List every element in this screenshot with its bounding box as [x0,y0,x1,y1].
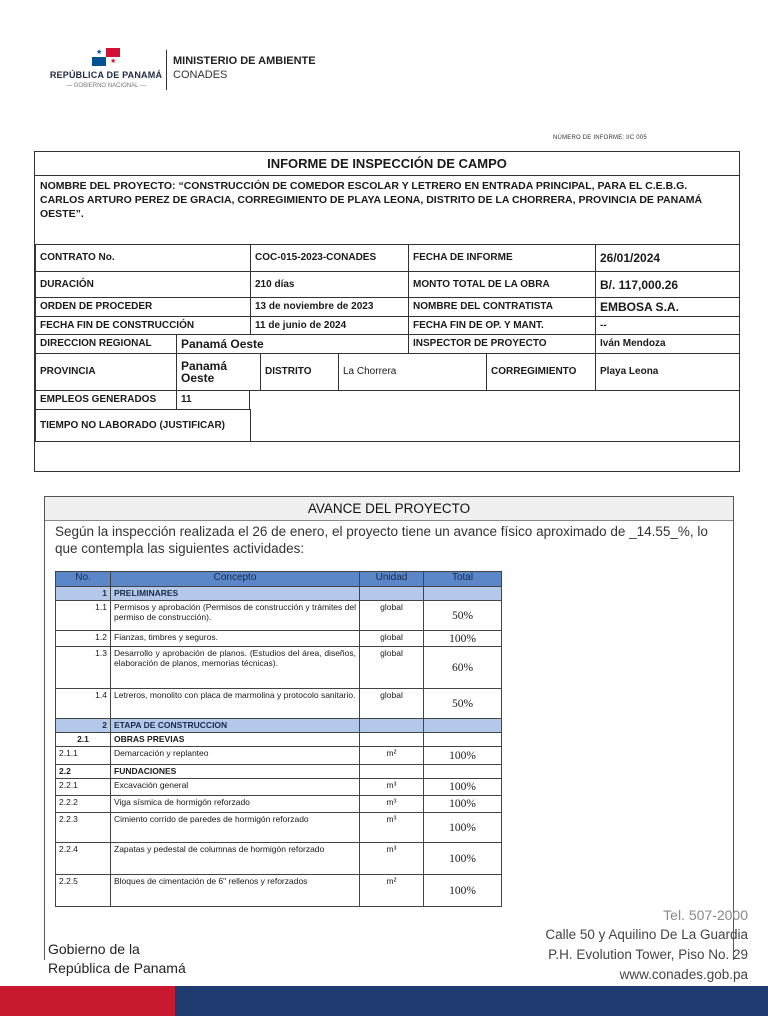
footer-web[interactable]: www.conades.gob.pa [619,967,748,982]
panama-flag-icon: ★ ★ [92,48,120,66]
contratista-value: EMBOSA S.A. [595,297,740,317]
row-unidad [360,733,424,747]
activities-table [55,571,502,907]
footer-addr2: P.H. Evolution Tower, Piso No. 29 [548,947,748,962]
provincia-label: PROVINCIA [35,353,177,391]
row-concepto: Desarrollo y aprobación de planos. (Estudios del área, diseños, elaboración de planos, memorias técnicas). [111,647,360,689]
row-concepto: Cimiento corrido de paredes de hormigón reforzado [111,813,360,843]
row-unidad: global [360,601,424,631]
ministerio-label: MINISTERIO DE AMBIENTE [173,55,316,67]
row-unidad: m² [360,747,424,765]
footer-addr1: Calle 50 y Aquilino De La Guardia [545,927,748,942]
row-total [424,765,502,779]
row-number: 2.2.1 [56,779,111,796]
table-section-row [56,587,502,601]
row-concepto: Demarcación y replanteo [111,747,360,765]
table-row [56,796,502,813]
fecha-informe-label: FECHA DE INFORME [408,244,596,272]
table-row [56,875,502,907]
table-row [56,813,502,843]
row-concepto: Excavación general [111,779,360,796]
direccion-label: DIRECCION REGIONAL [35,334,177,354]
tiempo-no-laborado-label: TIEMPO NO LABORADO (JUSTIFICAR) [35,409,251,442]
footer-gobierno [48,940,186,978]
row-total [424,587,502,601]
table-header-row [56,572,502,587]
row-unidad: global [360,647,424,689]
footer-tel: Tel. 507-2000 [663,907,748,923]
empleos-label: EMPLEOS GENERADOS [35,390,177,410]
row-number: 2.2.2 [56,796,111,813]
row-number: 2.1 [56,733,111,747]
header-unidad: Unidad [360,572,424,587]
table-row [56,631,502,647]
header-total: Total [424,572,502,587]
row-number: 2 [56,719,111,733]
header-concepto: Concepto [111,572,360,587]
fin-op-value: -- [595,316,740,335]
row-total: 100% [424,779,502,796]
row-total: 100% [424,796,502,813]
row-concepto: Zapatas y pedestal de columnas de hormigón reforzado [111,843,360,875]
row-total [424,733,502,747]
row-unidad: m³ [360,843,424,875]
numero-informe: NÚMERO DE INFORME: IIC 005 [553,135,647,141]
footer-address [545,905,748,985]
table-row [56,647,502,689]
fecha-informe-value: 26/01/2024 [595,244,740,272]
monto-value: B/. 117,000.26 [595,271,740,298]
footer-gobierno-line2: República de Panamá [48,960,186,976]
row-total [424,719,502,733]
informe-box [34,151,740,472]
row-concepto: Bloques de cimentación de 6" rellenos y reforzados [111,875,360,907]
footer-bar-blue [175,986,768,1016]
row-concepto: Permisos y aprobación (Permisos de construcción y trámites del permiso de construcción). [111,601,360,631]
table-subsection-row [56,765,502,779]
empleos-value: 11 [176,390,250,410]
row-concepto: Viga sísmica de hormigón reforzado [111,796,360,813]
row-unidad [360,719,424,733]
row-concepto: Letreros, monolito con placa de marmolina y protocolo sanitario. [111,689,360,719]
contrato-label: CONTRATO No. [35,244,251,272]
fin-construccion-label: FECHA FIN DE CONSTRUCCIÓN [35,316,251,335]
table-row [56,689,502,719]
activities-table-body [56,587,502,907]
distrito-value: La Chorrera [338,353,487,391]
row-number: 1.1 [56,601,111,631]
row-total: 100% [424,875,502,907]
row-concepto: FUNDACIONES [111,765,360,779]
government-logo [48,48,164,89]
footer-bar-red [0,986,175,1016]
corregimiento-value: Playa Leona [595,353,740,391]
fin-construccion-value: 11 de junio de 2024 [250,316,409,335]
conades-label: CONADES [173,69,228,81]
row-total: 100% [424,747,502,765]
row-concepto: PRELIMINARES [111,587,360,601]
row-unidad: global [360,631,424,647]
avance-text: Según la inspección realizada el 26 de enero, el proyecto tiene un avance físico aproximado de _14.55_%, lo que contempla las siguientes actividades: [55,524,708,556]
footer-gobierno-line1: Gobierno de la [48,941,140,957]
row-unidad [360,587,424,601]
row-concepto: OBRAS PREVIAS [111,733,360,747]
row-unidad: global [360,689,424,719]
row-total: 60% [424,647,502,689]
row-number: 2.2.5 [56,875,111,907]
row-number: 2.2 [56,765,111,779]
gobierno-label: — GOBIERNO NACIONAL — [66,83,146,89]
header-divider [166,50,167,90]
orden-value: 13 de noviembre de 2023 [250,297,409,317]
inspector-label: INSPECTOR DE PROYECTO [408,334,596,354]
inspector-value: Iván Mendoza [595,334,740,354]
orden-label: ORDEN DE PROCEDER [35,297,251,317]
contratista-label: NOMBRE DEL CONTRATISTA [408,297,596,317]
row-total: 100% [424,813,502,843]
project-name: NOMBRE DEL PROYECTO: “CONSTRUCCIÓN DE COMEDOR ESCOLAR Y LETRERO EN ENTRADA PRINCIPAL, PARA EL C.E.B.G. CARLOS ARTURO PEREZ DE GRACIA, CORREGIMIENTO DE PLAYA LEONA, DISTRITO DE LA CHORRERA, PROVINCIA DE PANAMÁ OESTE”. [40,180,703,220]
row-unidad: m² [360,875,424,907]
row-number: 1.3 [56,647,111,689]
provincia-value: Panamá Oeste [176,353,261,391]
row-total: 100% [424,843,502,875]
informe-title: INFORME DE INSPECCIÓN DE CAMPO [35,152,739,176]
row-total: 100% [424,631,502,647]
row-total: 50% [424,689,502,719]
duracion-label: DURACIÓN [35,271,251,298]
row-number: 1.4 [56,689,111,719]
row-total: 50% [424,601,502,631]
row-number: 1 [56,587,111,601]
tiempo-no-laborado-field [35,441,740,472]
table-row [56,601,502,631]
table-row [56,779,502,796]
row-concepto: ETAPA DE CONSTRUCCION [111,719,360,733]
direccion-value: Panamá Oeste [176,334,409,354]
republica-label: REPÚBLICA DE PANAMÁ [49,70,163,80]
row-number: 2.1.1 [56,747,111,765]
table-row [56,747,502,765]
avance-title: AVANCE DEL PROYECTO [45,497,733,521]
row-concepto: Fianzas, timbres y seguros. [111,631,360,647]
monto-label: MONTO TOTAL DE LA OBRA [408,271,596,298]
distrito-label: DISTRITO [260,353,339,391]
table-row [56,843,502,875]
duracion-value: 210 días [250,271,409,298]
fin-op-label: FECHA FIN DE OP. Y MANT. [408,316,596,335]
row-unidad [360,765,424,779]
row-unidad: m³ [360,813,424,843]
table-section-row [56,719,502,733]
table-subsection-row [56,733,502,747]
row-number: 2.2.4 [56,843,111,875]
contrato-value: COC-015-2023-CONADES [250,244,409,272]
corregimiento-label: CORREGIMIENTO [486,353,596,391]
row-number: 1.2 [56,631,111,647]
row-number: 2.2.3 [56,813,111,843]
row-unidad: m³ [360,779,424,796]
header-no: No. [56,572,111,587]
row-unidad: m³ [360,796,424,813]
